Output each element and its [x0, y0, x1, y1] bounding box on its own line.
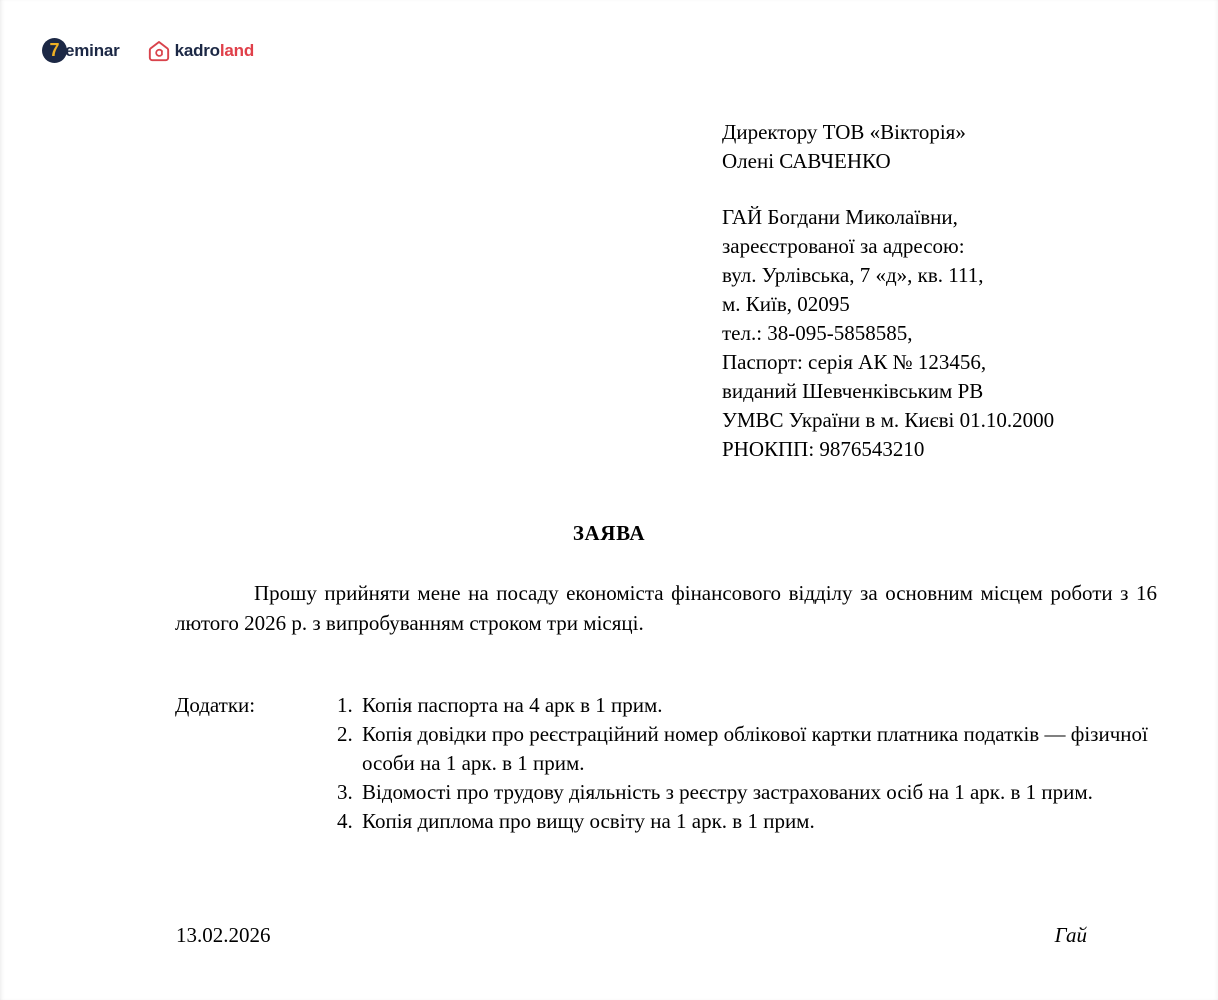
addressee-spacer — [722, 176, 1054, 203]
kadroland-word-second: land — [219, 40, 255, 60]
addressee-block — [722, 118, 1054, 464]
attachments-label: Додатки: — [175, 693, 256, 717]
addressee-director-name: Олені САВЧЕНКО — [722, 149, 891, 173]
kadroland-wordmark — [175, 41, 254, 61]
seminar-logo — [42, 38, 120, 63]
brand-logo-bar — [42, 38, 254, 63]
kadroland-logo — [148, 40, 254, 62]
house-at-icon — [148, 40, 170, 62]
document-body-paragraph: Прошу прийняти мене на посаду економіста фінансового відділу за основним місцем роботи з 16 лютого 2026 р. з випробуванням строком три місяці. — [175, 581, 1157, 635]
applicant-phone: тел.: 38-095-5858585, — [722, 321, 913, 345]
seminar-circle-icon — [42, 38, 67, 63]
attachments-list — [330, 691, 1157, 836]
attachments-section — [175, 691, 1157, 836]
kadroland-word-first: kadro — [174, 40, 220, 60]
applicant-name: ГАЙ Богдани Миколаївни, — [722, 205, 958, 229]
document-date: 13.02.2026 — [176, 923, 271, 947]
document-title: ЗАЯВА — [572, 521, 646, 545]
applicant-city: м. Київ, 02095 — [722, 292, 850, 316]
signature: Гай — [1054, 923, 1087, 947]
applicant-passport-issuer-2: УМВС України в м. Києві 01.10.2000 — [722, 408, 1055, 432]
seminar-wordmark: eminar — [65, 40, 120, 60]
addressee-director-line: Директору ТОВ «Вікторія» — [722, 120, 966, 144]
applicant-passport: Паспорт: серія АК № 123456, — [722, 350, 987, 374]
list-item: 4. Копія диплома про вищу освіту на 1 арк. в 1 прим. — [358, 807, 1157, 836]
list-item: 1. Копія паспорта на 4 арк в 1 прим. — [358, 691, 1157, 720]
applicant-street: вул. Урлівська, 7 «д», кв. 111, — [722, 263, 984, 287]
list-item: 2. Копія довідки про реєстраційний номер облікової картки платника податків — фізичної особи на 1 арк. в 1 прим. — [358, 720, 1157, 778]
applicant-tax-number: РНОКПП: 9876543210 — [722, 437, 925, 461]
applicant-registered-label: зареєстрованої за адресою: — [722, 234, 965, 258]
applicant-passport-issuer-1: виданий Шевченківським РВ — [722, 379, 984, 403]
list-item: 3. Відомості про трудову діяльність з реєстру застрахованих осіб на 1 арк. в 1 прим. — [358, 778, 1157, 807]
seminar-seven-glyph: 7 — [49, 39, 60, 60]
